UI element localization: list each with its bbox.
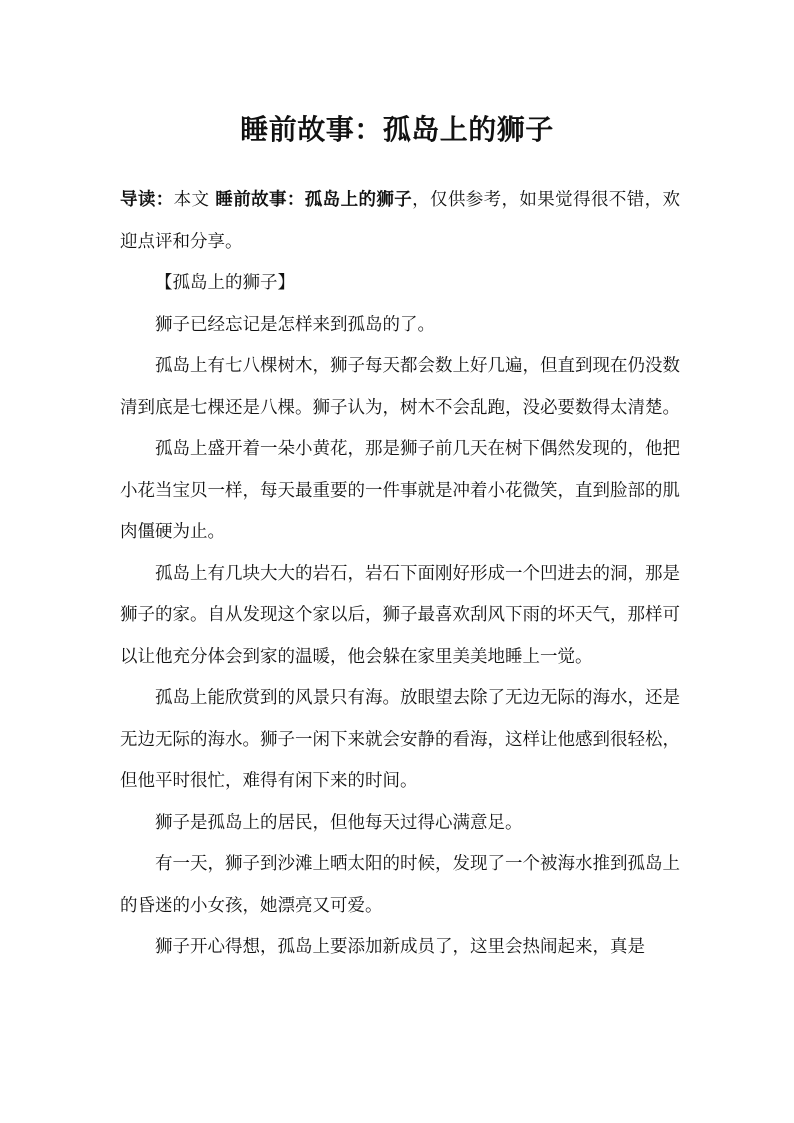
story-paragraph: 孤岛上有几块大大的岩石，岩石下面刚好形成一个凹进去的洞，那是狮子的家。自从发现这个家以后，狮子最喜欢刮风下雨的坏天气，那样可以让他充分体会到家的温暖，他会躲在家里美美地睡上一觉。 — [120, 563, 680, 667]
story-paragraph: 狮子是孤岛上的居民，但他每天过得心满意足。 — [155, 812, 523, 833]
story-paragraph: 孤岛上盛开着一朵小黄花，那是狮子前几天在树下偶然发现的，他把小花当宝贝一样，每天最重要的一件事就是冲着小花微笑，直到脸部的肌肉僵硬为止。 — [120, 439, 680, 542]
intro-prefix: 本文 — [173, 190, 216, 210]
intro-label: 导读： — [120, 190, 174, 210]
story-paragraph: 孤岛上能欣赏到的风景只有海。放眼望去除了无边无际的海水，还是无边无际的海水。狮子一闲下来就会安静的看海，这样让他感到很轻松，但他平时很忙，难得有闲下来的时间。 — [120, 688, 680, 791]
intro-article-title: 睡前故事：孤岛上的狮子 — [215, 190, 413, 210]
story-paragraph: 狮子已经忘记是怎样来到孤岛的了。 — [155, 314, 435, 335]
section-heading: 【孤岛上的狮子】 — [155, 273, 295, 293]
story-paragraph: 孤岛上有七八棵树木，狮子每天都会数上好几遍，但直到现在仍没数清到底是七棵还是八棵。狮子认为，树木不会乱跑，没必要数得太清楚。 — [120, 356, 680, 418]
document-title: 睡前故事：孤岛上的狮子 — [240, 113, 554, 146]
document-body — [120, 180, 680, 969]
story-paragraph: 有一天，狮子到沙滩上晒太阳的时候，发现了一个被海水推到孤岛上的昏迷的小女孩，她漂亮又可爱。 — [120, 854, 680, 916]
intro-paragraph — [120, 180, 680, 263]
intro-rest: ，仅供参考，如果觉得很不错，欢迎点评和分享。 — [120, 190, 680, 252]
story-paragraph: 狮子开心得想，孤岛上要添加新成员了，这里会热闹起来，真是 — [155, 937, 645, 957]
